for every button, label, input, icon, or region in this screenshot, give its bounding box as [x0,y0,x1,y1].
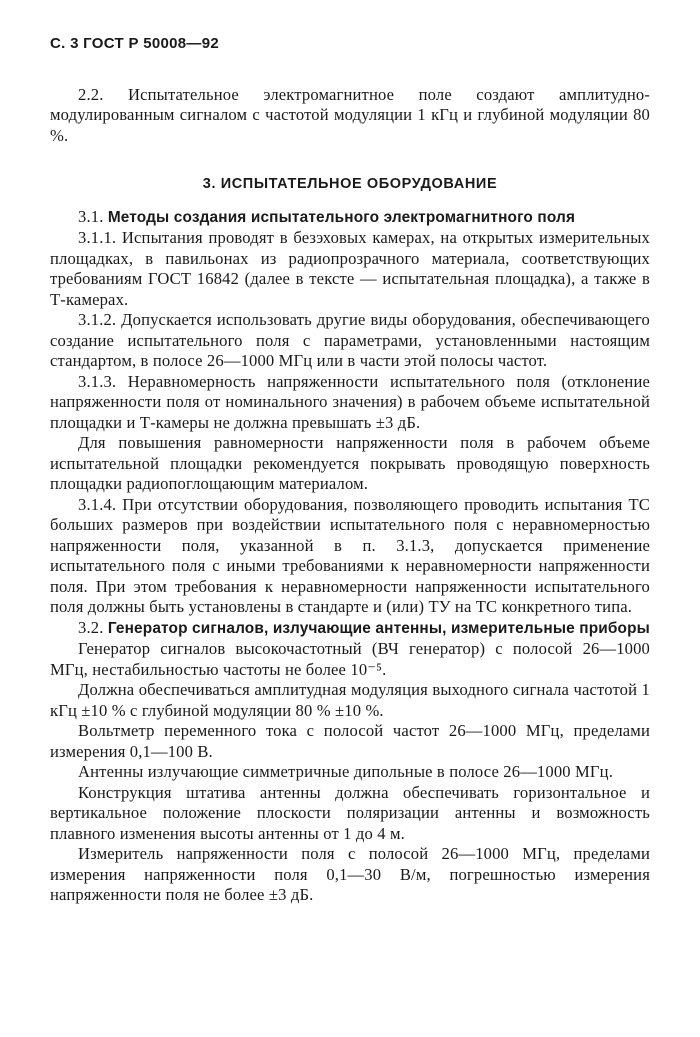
paragraph-signal-generator: Генератор сигналов высокочастотный (ВЧ генератор) с полосой 26—1000 МГц, нестабильностью частоты не более 10⁻⁵. [50,639,650,679]
page-header: С. 3 ГОСТ Р 50008—92 [50,35,220,52]
paragraph-field-meter: Измеритель напряженности поля с полосой 26—1000 МГц, пределами измерения напряженности поля 0,1—30 В/м, погрешностью измерения напряженности поля не более ±3 дБ. [50,844,650,904]
paragraph-2-2: 2.2. Испытательное электромагнитное поле создают амплитудно-модулированным сигналом с частотой модуляции 1 кГц и глубиной модуляции 80 %. [50,84,650,145]
paragraph-3-1-2: 3.1.2. Допускается использовать другие виды оборудования, обеспечивающего создание испытательного поля с параметрами, установленными настоящим стандартом, в полосе 26—1000 МГц или в части этой полосы частот. [50,310,650,370]
subsection-3-1-heading [50,207,650,229]
paragraph-3-1-3: 3.1.3. Неравномерность напряженности испытательного поля (отклонение напряженности поля от номинального значения) в рабочем объеме испытательной площадки и Т-камеры не должна превышать ±3 дБ. [50,371,650,432]
paragraph-3-1-4: 3.1.4. При отсутствии оборудования, позволяющего проводить испытания ТС больших размеров при воздействии испытательного поля с неравномерностью напряженности поля, указанной в п. 3.1.3, допускается применение испытательного поля с иными требованиями к неравномерности напряженности поля. При этом требования к неравномерности напряженности испытательного поля должны быть установлены в стандарте и (или) ТУ на ТС конкретного типа. [50,494,650,616]
document-page [50,34,650,906]
subsection-3-2-heading [50,618,650,640]
subsection-3-2-number: 3.2. [78,617,104,637]
paragraph-voltmeter: Вольтметр переменного тока с полосой частот 26—1000 МГц, пределами измерения 0,1—100 В. [50,721,650,761]
subsection-3-2-title: Генератор сигналов, излучающие антенны, измерительные приборы [107,619,650,637]
subsection-3-1-number: 3.1. [78,206,104,226]
section-3-title: 3. ИСПЫТАТЕЛЬНОЕ ОБОРУДОВАНИЕ [202,176,498,192]
paragraph-amplitude-modulation: Должна обеспечиваться амплитудная модуляция выходного сигнала частотой 1 кГц ±10 % с глубиной модуляции 80 % ±10 %. [50,680,650,720]
paragraph-3-1-1: 3.1.1. Испытания проводят в безэховых камерах, на открытых измерительных площадках, в павильонах из радиопрозрачного материала, соответствующих требованиям ГОСТ 16842 (далее в тексте — испытательная площадка), а также в Т-камерах. [50,228,650,309]
paragraph-antenna-stand: Конструкция штатива антенны должна обеспечивать горизонтальное и вертикальное положение плоскости поляризации антенны и возможность плавного изменения высоты антенны от 1 до 4 м. [50,782,650,843]
paragraph-3-1-3-continued: Для повышения равномерности напряженности поля в рабочем объеме испытательной площадки рекомендуется покрывать проводящую поверхность площадки радиопоглощающим материалом. [50,433,650,493]
paragraph-antennas: Антенны излучающие симметричные дипольные в полосе 26—1000 МГц. [78,762,613,781]
subsection-3-1-title: Методы создания испытательного электромагнитного поля [107,208,576,226]
